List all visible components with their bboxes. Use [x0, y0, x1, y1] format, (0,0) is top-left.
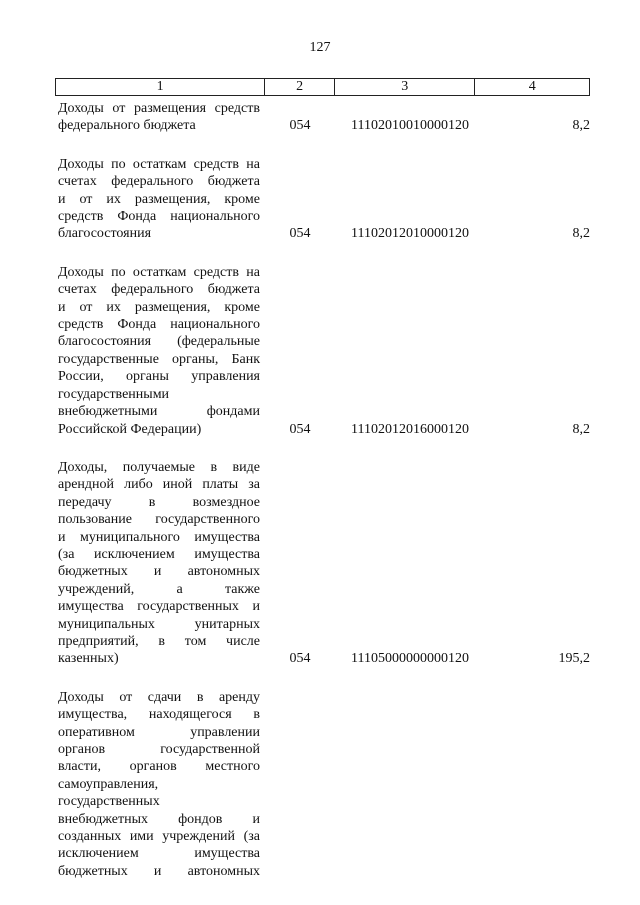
description-line: внебюджетных фондов и — [58, 811, 260, 827]
header-col-2: 2 — [265, 79, 335, 95]
description-line: Доходы по остаткам средств на — [58, 156, 260, 172]
description-line: имущества, находящегося в — [58, 707, 260, 723]
description-line: средств Фонда национального — [58, 209, 260, 225]
table-header — [55, 78, 590, 96]
description-line: Доходы, получаемые в виде — [58, 459, 260, 475]
admin-code: 054 — [289, 421, 311, 437]
description-line: Доходы по остаткам средств на — [58, 264, 260, 280]
description-line: бюджетных и автономных — [58, 863, 260, 879]
description-line: учреждений, а также — [58, 581, 260, 597]
description-line: благосостояния (федеральные — [58, 334, 260, 350]
description-line: арендной либо иной платы за — [58, 477, 260, 493]
description-line: и от их размещения, кроме — [58, 299, 260, 315]
description-line: передачу в возмездное — [58, 494, 260, 510]
description-line: счетах федерального бюджета — [58, 282, 260, 298]
description-line: бюджетных и автономных — [58, 564, 260, 580]
table-row — [58, 459, 590, 668]
table-body — [58, 100, 590, 880]
description-line: Доходы от размещения средств — [58, 101, 260, 116]
admin-code: 054 — [289, 226, 311, 242]
amount: 8,2 — [572, 421, 590, 437]
description-line: государственных — [58, 794, 160, 810]
table-row — [58, 264, 590, 438]
revenue-description — [58, 459, 260, 668]
description-line: благосостояния — [58, 226, 152, 242]
description-line: государственные органы, Банк — [58, 351, 260, 367]
description-line: казенных) — [58, 651, 119, 667]
description-line: и от их размещения, кроме — [58, 191, 260, 207]
table-row — [58, 100, 590, 135]
revenue-description — [58, 100, 260, 135]
description-line: (за исключением имущества — [58, 546, 260, 562]
description-line: счетах федерального бюджета — [58, 174, 260, 190]
revenue-description — [58, 689, 260, 880]
description-line: органов государственной — [58, 742, 260, 757]
page-number: 127 — [309, 40, 331, 55]
description-line: предприятий, в том числе — [58, 633, 260, 649]
header-col-1: 1 — [56, 79, 265, 95]
admin-code: 054 — [289, 651, 311, 667]
description-line: внебюджетными фондами — [58, 404, 260, 420]
table-row — [58, 689, 590, 880]
description-line: муниципальных унитарных — [58, 616, 260, 632]
budget-class-code: 11102012010000120 — [351, 226, 469, 242]
description-line: государственными — [58, 386, 170, 402]
description-line: исключением имущества — [58, 846, 260, 862]
description-line: власти, органов местного — [58, 759, 260, 775]
description-line: пользование государственного — [58, 512, 260, 528]
description-line: средств Фонда национального — [58, 317, 260, 333]
budget-class-code: 11105000000000120 — [351, 651, 469, 667]
budget-class-code: 11102010010000120 — [351, 118, 469, 134]
description-line: Доходы от сдачи в аренду — [58, 689, 260, 705]
description-line: созданных ими учреждений (за — [58, 829, 260, 845]
description-line: оперативном управлении — [58, 724, 260, 740]
description-line: самоуправления, — [58, 776, 159, 792]
revenue-description — [58, 156, 260, 243]
amount: 8,2 — [572, 226, 590, 242]
header-col-4: 4 — [528, 79, 536, 94]
revenue-description — [58, 264, 260, 438]
description-line: и муниципального имущества — [58, 529, 260, 545]
description-line: Российской Федерации) — [58, 421, 202, 437]
table-row — [58, 156, 590, 243]
admin-code: 054 — [289, 118, 311, 134]
header-col-3: 3 — [335, 79, 475, 95]
amount: 195,2 — [558, 651, 590, 667]
budget-class-code: 11102012016000120 — [351, 421, 469, 437]
description-line: имущества государственных и — [58, 599, 260, 615]
description-line: федерального бюджета — [58, 118, 196, 134]
amount: 8,2 — [572, 118, 590, 134]
description-line: России, органы управления — [58, 369, 260, 385]
